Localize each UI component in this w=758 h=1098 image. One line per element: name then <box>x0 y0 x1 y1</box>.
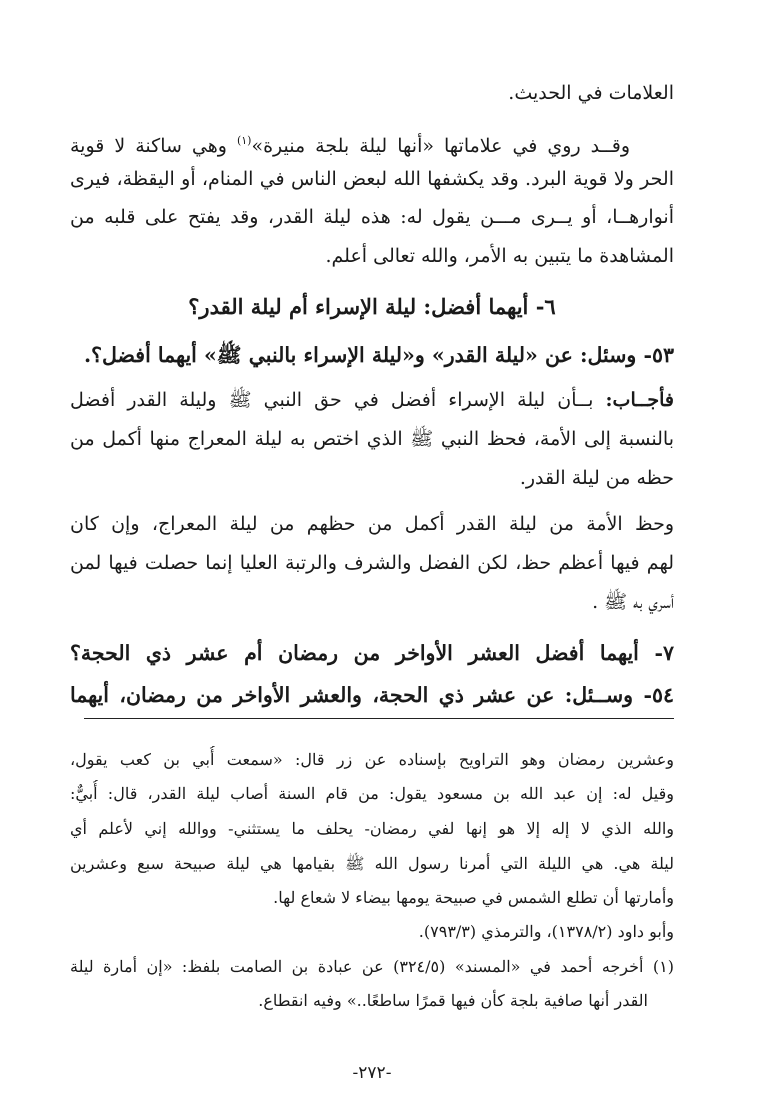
footnote-line-5: وأمارتها أن تطلع الشمس في صبيحة يومها بيضاء لا شعاع لها. <box>273 888 674 907</box>
answer-53-line-1-text: بــأن ليلة الإسراء أفضل في حق النبي ﷺ وليلة القدر أفضل <box>70 389 606 411</box>
answer-label: فأجــاب: <box>605 389 674 411</box>
footnote-ref-1: (١) <box>236 134 252 147</box>
footnote-separator <box>84 718 674 719</box>
page-number: -٢٧٢- <box>352 1063 392 1083</box>
answer-53-para2-line-1: وحظ الأمة من ليلة القدر أكمل من حظهم من ليلة المعراج، وإن كان <box>70 513 674 535</box>
section-7-heading: ٧- أيهما أفضل العشر الأواخر من رمضان أم عشر ذي الحجة؟ <box>70 641 674 665</box>
footnote-line-1: وعشرين رمضان وهو التراويح بإسناده عن زر قال: «سمعت أُبي بن كعب يقول، <box>70 750 674 769</box>
body-line-2b: وهي ساكنة لا قوية <box>70 135 237 157</box>
body-line-2a: وقــد روي في علاماتها «أنها ليلة بلجة منيرة» <box>251 135 630 157</box>
body-line-5: المشاهدة ما يتبين به الأمر، والله تعالى أعلم. <box>325 245 674 267</box>
section-6-heading: ٦- أيهما أفضل: ليلة الإسراء أم ليلة القدر؟ <box>188 294 556 319</box>
book-page <box>70 78 674 1088</box>
answer-53-para2-line-2: لهم فيها أعظم حظ، لكن الفضل والشرف والرتبة العليا إنما حصلت فيها لمن <box>70 552 674 574</box>
footnote-line-8: القدر أنها صافية بلجة كأن فيها قمرًا ساطعًا..» وفيه انقطاع. <box>258 991 648 1010</box>
question-54: ٥٤- وســئل: عن عشر ذي الحجة، والعشر الأواخر من رمضان، أيهما <box>70 683 674 707</box>
answer-53-para2-line-3: أسري به ﷺ . <box>592 591 674 613</box>
footnote-line-4: ليلة هي. هي الليلة التي أمرنا رسول الله ﷺ بقيامها هي ليلة صبيحة سبع وعشرين <box>70 854 674 873</box>
answer-53-line-1 <box>70 385 674 415</box>
footnote-line-7: (١) أخرجه أحمد في «المسند» (٣٢٤/٥) عن عبادة بن الصامت بلفظ: «إن أمارة ليلة <box>70 957 674 976</box>
answer-53-line-2: بالنسبة إلى الأمة، فحظ النبي ﷺ الذي اختص به ليلة المعراج منها أكمل من <box>70 428 674 450</box>
body-line-1: العلامات في الحديث. <box>508 82 674 104</box>
body-line-4: أنوارهــا، أو يــرى مـــن يقول له: هذه ليلة القدر، وقد يفتح على قلبه من <box>70 206 674 228</box>
question-53: ٥٣- وسئل: عن «ليلة القدر» و«ليلة الإسراء بالنبي ﷺ» أيهما أفضل؟. <box>83 343 674 367</box>
footnote-line-6: وأبو داود (١٣٧٨/٢)، والترمذي (٧٩٣/٣). <box>418 922 674 941</box>
answer-53-line-3: حظه من ليلة القدر. <box>519 467 674 489</box>
body-line-2 <box>70 126 674 161</box>
footnote-line-3: والله الذي لا إله إلا هو إنها لفي رمضان- يحلف ما يستثني- ووالله إني لأعلم أي <box>70 819 674 838</box>
body-line-3: الحر ولا قوية البرد. وقد يكشفها الله لبعض الناس في المنام، أو اليقظة، فيرى <box>70 168 674 190</box>
footnote-line-2: وقيل له: إن عبد الله بن مسعود يقول: من قام السنة أصاب ليلة القدر، قال: أُبيٌّ: <box>70 784 674 803</box>
